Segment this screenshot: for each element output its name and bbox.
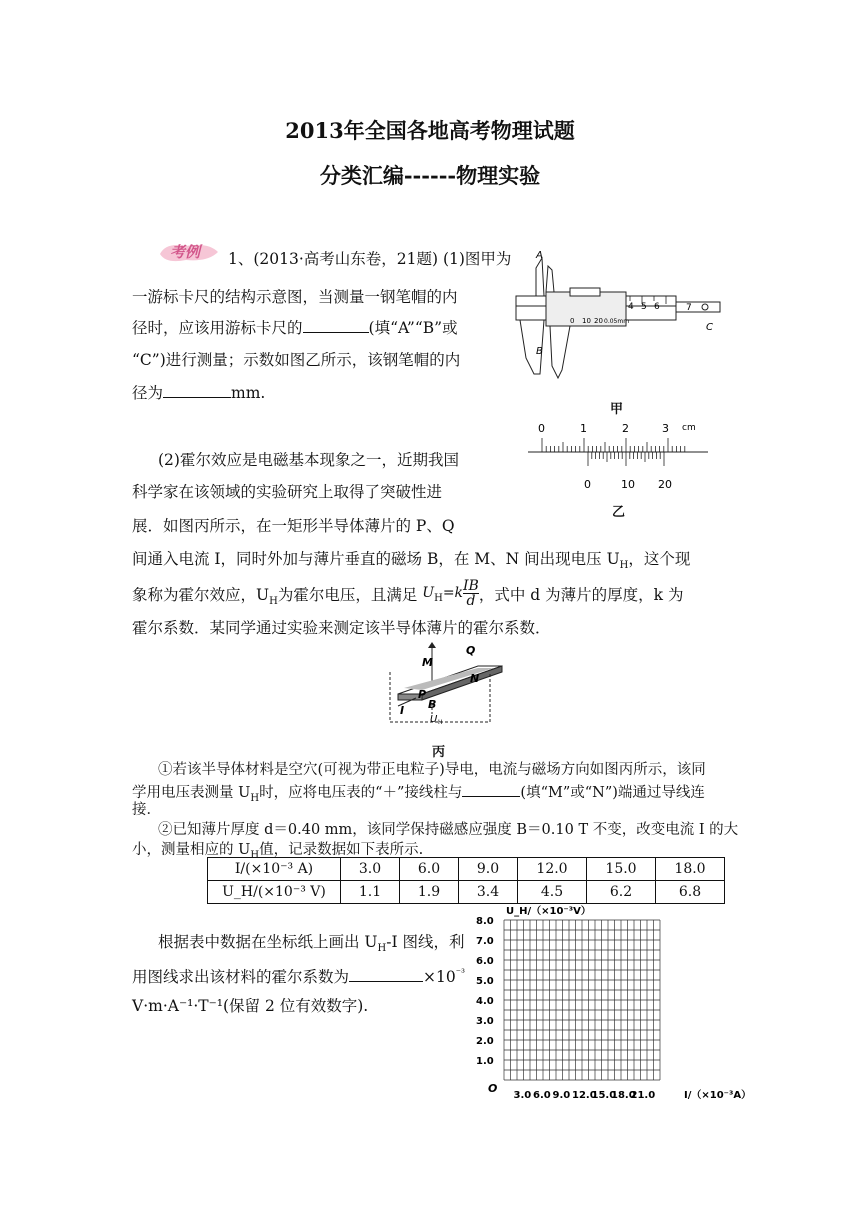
hall-label-q: Q xyxy=(466,644,476,657)
item3-line1: 根据表中数据在坐标纸上画出 $U_H-I$ 图线，利 xyxy=(158,933,465,955)
x-tick-label: 21.0 xyxy=(630,1090,656,1101)
caliper-label-c: C xyxy=(706,322,713,333)
figure-caption-yi: 乙 xyxy=(612,505,626,520)
vernier-reading-figure xyxy=(524,418,714,494)
graph-origin: O xyxy=(488,1082,498,1095)
item1-line2-text: 学用电压表测量 U xyxy=(132,785,251,801)
table-cell: 18.0 xyxy=(656,858,725,881)
caliper-figure xyxy=(510,248,730,384)
item1-line2-text-b: 时，应将电压表的“＋”接线柱与 xyxy=(259,785,463,801)
page-title: 2013年全国各地高考物理试题 xyxy=(285,118,575,143)
q2-line3: 展．如图丙所示，在一矩形半导体薄片的 P、Q xyxy=(132,517,455,535)
yi-vernier-20: 20 xyxy=(658,478,672,491)
item1-line3: 接． xyxy=(132,802,161,818)
table-row-label: I/(×10⁻³ A) xyxy=(208,858,341,881)
table-cell: 4.5 xyxy=(518,881,587,904)
hall-label-p: P xyxy=(418,688,427,701)
caliper-label-b: B xyxy=(536,346,543,357)
table-cell: 1.1 xyxy=(341,881,400,904)
q1-line5-text: 径为 xyxy=(132,384,164,402)
caliper-vernier-precision: 0.05mm xyxy=(604,318,630,325)
table-cell: 6.2 xyxy=(587,881,656,904)
item3-line2-exp: ⁻³ xyxy=(455,968,466,979)
item3-line2-text: 用图线求出该材料的霍尔系数为 xyxy=(132,968,350,987)
q2-line6: 霍尔系数．某同学通过实验来测定该半导体薄片的霍尔系数． xyxy=(132,619,551,637)
q2-line4-text-b: ，这个现 xyxy=(628,550,691,568)
x-tick-label: 18.0 xyxy=(611,1090,636,1101)
caliper-label-a: A xyxy=(536,250,543,261)
q2-line1: (2)霍尔效应是电磁基本现象之一，近期我国 xyxy=(158,451,459,469)
q2-line4-text: 间通入电流 I，同时外加与薄片垂直的磁场 B，在 M、N 间出现电压 U xyxy=(132,550,620,568)
q1-line4: “C”)进行测量；示数如图乙所示，该钢笔帽的内 xyxy=(132,351,461,369)
example-badge xyxy=(156,240,222,264)
figure-caption-bing: 丙 xyxy=(432,745,446,760)
hall-label-m: M xyxy=(422,656,433,669)
badge-icon xyxy=(156,240,222,264)
table-cell: 15.0 xyxy=(587,858,656,881)
graph-y-title: U_H/（×10⁻³V） xyxy=(506,906,591,917)
q1-line5 xyxy=(132,378,265,409)
x-tick-label: 6.0 xyxy=(533,1090,551,1101)
y-tick-label: 5.0 xyxy=(476,976,494,987)
item2-line2: 小，测量相应的 $U_H$值，记录数据如下表所示. xyxy=(132,842,424,861)
item1-line2-text-c: (填“M”或“N”)端通过导线连 xyxy=(520,785,705,801)
yi-vernier-0: 0 xyxy=(584,478,591,491)
graph-x-title: I/（×10⁻³A） xyxy=(684,1090,752,1101)
item1-line1: ①若该半导体材料是空穴(可视为带正电粒子)导电，电流与磁场方向如图丙所示，该同 xyxy=(158,762,706,778)
answer-blank-4[interactable] xyxy=(349,965,423,982)
caliper-scale-6: 6 xyxy=(654,302,660,312)
caliper-scale-4: 4 xyxy=(628,302,634,312)
yi-vernier-10: 10 xyxy=(621,478,635,491)
data-table xyxy=(207,857,725,904)
table-row xyxy=(208,858,725,881)
q2-line5: 象称为霍尔效应，$U_H$为霍尔电压，且满足 $U_H=k$ $\frac{IB}{d}$ ，式中 d 为薄片的厚度，k 为 xyxy=(132,578,683,617)
yi-main-0: 0 xyxy=(538,422,545,435)
yi-main-1: 1 xyxy=(580,422,587,435)
item3-line1-text: 根据表中数据在坐标纸上画出 U xyxy=(158,933,378,951)
table-cell: 6.8 xyxy=(656,881,725,904)
graph-paper[interactable] xyxy=(470,898,780,1104)
q2-line5-text-b: 为霍尔电压，且满足 xyxy=(277,585,418,604)
table-cell: 12.0 xyxy=(518,858,587,881)
hall-label-n: N xyxy=(470,672,480,685)
badge-text: 考例 xyxy=(170,243,201,261)
caliper-vernier-10: 10 xyxy=(582,317,591,325)
item3-line2-text-b: ×10 xyxy=(423,968,456,987)
item3-line2 xyxy=(132,958,465,993)
item3-line1-text-b: -I 图线，利 xyxy=(386,933,465,951)
answer-blank-3[interactable] xyxy=(462,780,520,797)
y-tick-label: 3.0 xyxy=(476,1016,494,1027)
item2-line1: ②已知薄片厚度 d＝0.40 mm，该同学保持磁感应强度 B＝0.10 T 不变，改变电流 I 的大 xyxy=(158,822,739,838)
caliper-vernier-0: 0 xyxy=(570,317,575,325)
item1-line2: 学用电压表测量 $U_H$时，应将电压表的“＋”接线柱与 (填“M”或“N”)端通过导线连 xyxy=(132,780,705,809)
q1-line5-unit: mm. xyxy=(231,384,266,402)
q1-line3 xyxy=(132,313,458,344)
table-cell: 3.0 xyxy=(341,858,400,881)
item2-line2-text-b: 值，记录数据如下表所示. xyxy=(259,842,424,858)
table-cell: 3.4 xyxy=(459,881,518,904)
x-tick-label: 3.0 xyxy=(513,1090,532,1101)
item3-line3: V·m·A⁻¹·T⁻¹(保留 2 位有效数字). xyxy=(132,997,369,1015)
y-tick-label: 4.0 xyxy=(476,996,494,1007)
q2-line5-text: 象称为霍尔效应，U xyxy=(132,585,270,604)
item2-line2-text: 小，测量相应的 U xyxy=(132,842,251,858)
hall-label-i: I xyxy=(400,704,405,717)
q1-line3-text-b: (填“A”“B”或 xyxy=(368,319,458,337)
figure-caption-jia: 甲 xyxy=(610,402,624,417)
y-tick-label: 6.0 xyxy=(476,956,494,967)
table-cell: 6.0 xyxy=(400,858,459,881)
q2-line4: 间通入电流 I，同时外加与薄片垂直的磁场 B，在 M、N 间出现电压 $U_H$，这个现 xyxy=(132,550,691,572)
y-tick-label: 2.0 xyxy=(476,1036,494,1047)
hall-label-b: B xyxy=(428,698,437,711)
svg-text:H: H xyxy=(438,719,443,726)
hall-label-u: U xyxy=(430,714,438,725)
q1-intro: 1、(2013·高考山东卷，21题) (1)图甲为 xyxy=(228,250,512,268)
x-tick-label: 9.0 xyxy=(552,1090,571,1101)
page-subtitle: 分类汇编------物理实验 xyxy=(319,163,541,188)
caliper-scale-5: 5 xyxy=(641,302,647,312)
table-cell: 9.0 xyxy=(459,858,518,881)
y-tick-label: 8.0 xyxy=(476,916,494,927)
yi-main-2: 2 xyxy=(622,422,629,435)
answer-blank-1[interactable] xyxy=(303,316,369,333)
y-tick-label: 7.0 xyxy=(476,936,494,947)
table-cell: 1.9 xyxy=(400,881,459,904)
q2-line5-text-c: ，式中 d 为薄片的厚度，k 为 xyxy=(478,585,684,604)
yi-unit: cm xyxy=(682,423,696,433)
x-tick-label: 15.0 xyxy=(591,1090,617,1101)
yi-main-3: 3 xyxy=(662,422,669,435)
answer-blank-2[interactable] xyxy=(163,381,231,398)
x-tick-label: 12.0 xyxy=(572,1090,597,1101)
q2-line2: 科学家在该领域的实验研究上取得了突破性进 xyxy=(132,483,443,501)
y-tick-label: 1.0 xyxy=(476,1056,494,1067)
q1-line3-text: 径时，应该用游标卡尺的 xyxy=(132,319,303,337)
hall-effect-figure xyxy=(378,642,508,738)
caliper-scale-7: 7 xyxy=(686,303,692,313)
table-row-label: U_H/(×10⁻³ V) xyxy=(208,881,341,904)
hall-formula: $U_H=k$ $\frac{IB}{d}$ xyxy=(422,577,479,609)
q1-line2: 一游标卡尺的结构示意图，当测量一钢笔帽的内 xyxy=(132,288,458,306)
caliper-vernier-20: 20 xyxy=(594,317,603,325)
